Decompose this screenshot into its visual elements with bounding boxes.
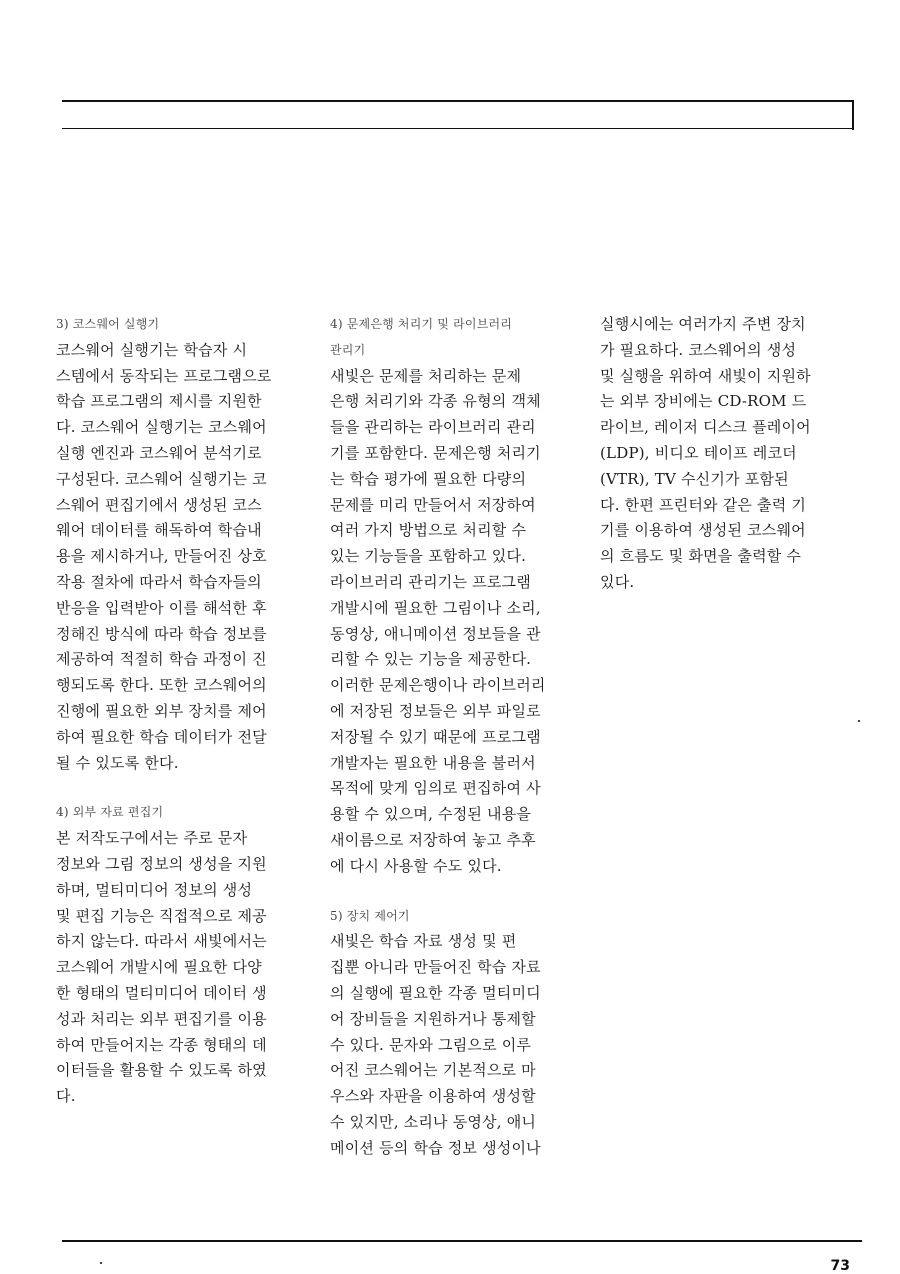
header-frame-rule [62,100,854,130]
scan-speck [100,1262,102,1264]
paragraph-courseware-runner: 코스웨어 실행기는 학습자 시 스템에서 동작되는 프로그램으로 학습 프로그램의 제시를 지원한 다. 코스웨어 실행기는 코스웨어 실행 엔진과 코스웨어 분석기로 구성된다. 코스웨어 실행기는 코 스웨어 편집기에서 생성된 코스 웨어 데이터를 해독하여 학습내 용을 제시하거나, 만들어진 상호 작용 절차에 따라서 학습자들의 반응을 입력받아 이를 해석한 후 정해진 방식에 따라 학습 정보를 제공하여 적절히 학습 과정이 진 행되도록 한다. 또한 코스웨어의 진행에 필요한 외부 장치를 제어 하여 필요한 학습 데이터가 전달 될 수 있도록 한다. [56,340,272,772]
section-heading-external-editor: 4) 외부 자료 편집기 [56,805,164,820]
section-heading-device-controller: 5) 장치 제어기 [330,908,410,923]
paragraph-question-bank: 새빛은 문제를 처리하는 문제 은행 처리기와 각종 유형의 객체 들을 관리하는 라이브러리 관리 기를 포함한다. 문제은행 처리기 는 학습 평가에 필요한 다량의 문제를 미리 만들어서 저장하여 여러 가지 방법으로 처리할 수 있는 기능들을 포함하고 있다. 라이브러리 관리기는 프로그램 개발시에 필요한 그림이나 소리, 동영상, 애니메이션 정보들을 관 리할 수 있는 기능을 제공한다. 이러한 문제은행이나 라이브러리 에 저장된 정보들은 외부 파일로 저장될 수 있기 때문에 프로그램 개발자는 필요한 내용을 불러서 목적에 맞게 임의로 편집하여 사 용할 수 있으며, 수정된 내용을 새이름으로 저장하여 놓고 추후 에 다시 사용할 수도 있다. [330,366,546,875]
footer-rule [62,1240,862,1242]
paragraph-peripheral-devices: 실행시에는 여러가지 주변 장치 가 필요하다. 코스웨어의 생성 및 실행을 위하여 새빛이 지원하 는 외부 장비에는 CD-ROM 드 라이브, 레이저 디스크 플레이어 (LDP), 비디오 테이프 레코더 (VTR), TV 수신기가 포함된 다. 한편 프린터와 같은 출력 기 기를 이용하여 생성된 코스웨어 의 흐름도 및 화면을 출력할 수 있다. [600,315,811,591]
section-heading-courseware-runner: 3) 코스웨어 실행기 [56,317,160,331]
page-number: 73 [830,1258,850,1274]
paragraph-device-controller: 새빛은 학습 자료 생성 및 편 집뿐 아니라 만들어진 학습 자료 의 실행에 필요한 각종 멀티미디 어 장비들을 지원하거나 통제할 수 있다. 문자와 그림으로 이루 어진 코스웨어는 기본적으로 마 우스와 자판을 이용하여 생성할 수 있지만, 소리나 동영상, 애니 메이션 등의 학습 정보 생성이나 [330,932,541,1157]
header-divider-line [62,128,854,129]
scan-speck [858,720,860,722]
text-column-right [600,312,846,596]
text-column-middle [330,312,576,1162]
section-heading-question-bank: 4) 문제은행 처리기 및 라이브러리 관리기 [330,317,513,357]
paragraph-external-editor: 본 저작도구에서는 주로 문자 정보와 그림 정보의 생성을 지원 하며, 멀티미디어 정보의 생성 및 편집 기능은 직접적으로 제공 하지 않는다. 따라서 새빛에서는 코스웨어 개발시에 필요한 다양 한 형태의 멀티미디어 데이터 생 성과 처리는 외부 편집기를 이용 하여 만들어지는 각종 형태의 데 이터들을 활용할 수 있도록 하였 다. [56,829,267,1106]
text-column-left [56,312,300,1110]
